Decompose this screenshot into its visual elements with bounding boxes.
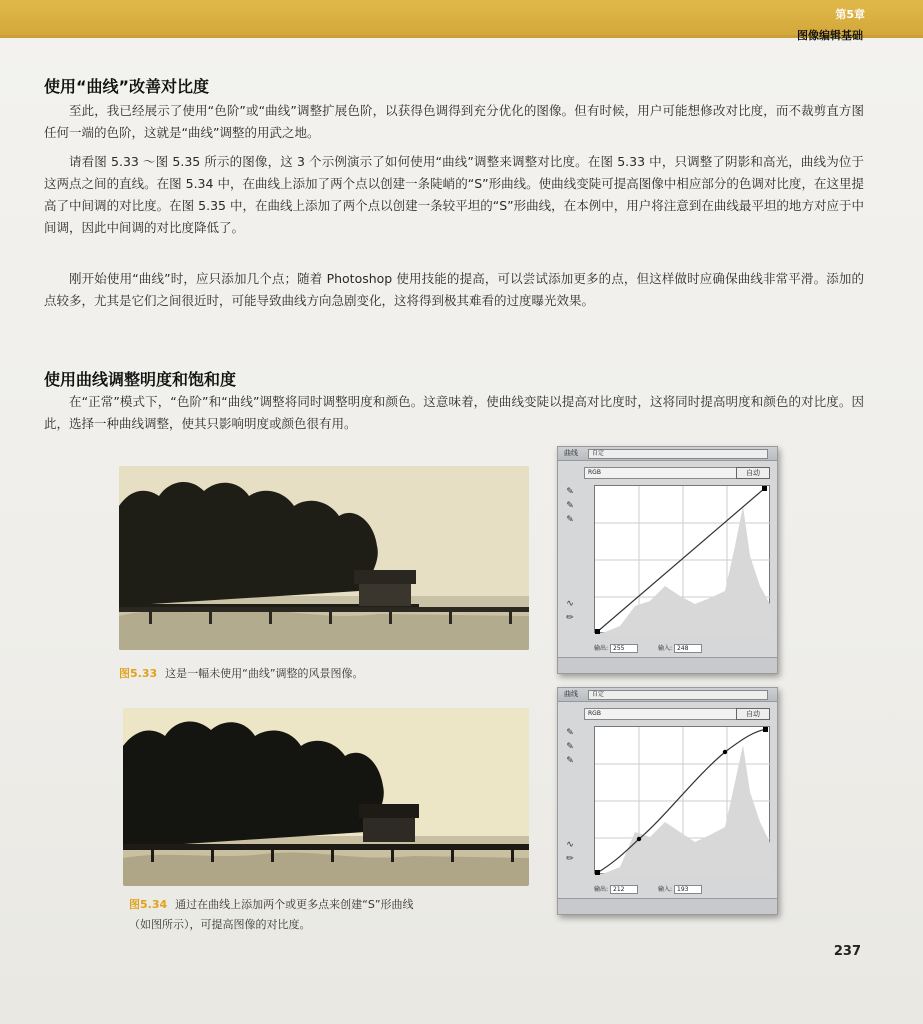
- preset-select[interactable]: 自定: [588, 449, 768, 459]
- panel-footer: [558, 657, 777, 673]
- curves-panel-1: [557, 446, 778, 674]
- chapter-title: 图像编辑基础: [797, 29, 863, 42]
- section-title-contrast: 使用“曲线”改善对比度: [44, 77, 210, 96]
- pencil-icon[interactable]: ✏: [566, 854, 574, 864]
- curve-tools: [562, 487, 578, 627]
- page-number: 237: [833, 944, 861, 959]
- panel-header: [558, 447, 777, 461]
- curve-pencil-icon[interactable]: ∿: [566, 599, 574, 609]
- output-value[interactable]: 255: [610, 644, 638, 653]
- chapter-header-band: [0, 0, 923, 38]
- panel-header: [558, 688, 777, 702]
- figure-caption-text-2: （如图所示），可提高图像的对比度。: [129, 918, 311, 931]
- output-field: 输出: 212: [594, 884, 638, 894]
- figure-caption-534: [129, 895, 549, 935]
- paragraph-2: 请看图 5.33 ～图 5.35 所示的图像，这 3 个示例演示了如何使用“曲线”调整来调整对比度。在图 5.33 中，只调整了阴影和高光，曲线为位于这两点之间的直线。在图 5.34 中，在曲线上添加了两个点以创建一条陡峭的“S”形曲线。使曲线变陡可提高图像中相应部分的色调对比度，在这里提高了中间调的对比度。在图 5.35 中，在曲线上添加了两个点以创建一条较平坦的“S”形曲线，在本例中，用户将注意到在曲线最平坦的地方对应于中间调，因此中间调的对比度降低了。: [44, 154, 864, 235]
- curve-tools: [562, 728, 578, 868]
- chapter-number: 第5章: [835, 8, 865, 21]
- panel-title: 曲线: [564, 690, 578, 698]
- curve-graph[interactable]: [594, 726, 770, 874]
- preset-select[interactable]: 自定: [588, 690, 768, 700]
- landscape-photo-1: [119, 466, 529, 650]
- input-value[interactable]: 248: [674, 644, 702, 653]
- figure-caption-text: 这是一幅未使用“曲线”调整的风景图像。: [165, 667, 364, 680]
- channel-select[interactable]: RGB: [584, 467, 770, 479]
- landscape-photo-2: [123, 708, 529, 886]
- section-title-lightness: 使用曲线调整明度和饱和度: [44, 370, 237, 389]
- output-field: 输出: 255: [594, 643, 638, 653]
- eyedropper-white-icon[interactable]: ✎: [566, 515, 574, 525]
- figure-label: 图5.33: [119, 667, 158, 680]
- figure-label: 图5.34: [129, 898, 168, 911]
- input-field: 输入: 193: [658, 884, 702, 894]
- eyedropper-black-icon[interactable]: ✎: [566, 487, 574, 497]
- curve-pencil-icon[interactable]: ∿: [566, 840, 574, 850]
- figure-caption-text-1: 通过在曲线上添加两个或更多点来创建“S”形曲线: [175, 898, 414, 911]
- paragraph-3: 刚开始使用“曲线”时，应只添加几个点；随着 Photoshop 使用技能的提高，可以尝试添加更多的点，但这样做时应确保曲线非常平滑。添加的点较多，尤其是它们之间很近时，可能导致曲线方向急剧变化，这将得到极其难看的过度曝光效果。: [44, 271, 864, 308]
- auto-button[interactable]: 自动: [736, 708, 770, 720]
- figure-caption-533: [119, 664, 364, 684]
- paragraph-1: 至此，我已经展示了使用“色阶”或“曲线”调整扩展色阶，以获得色调得到充分优化的图像。但有时候，用户可能想修改对比度，而不裁剪直方图任何一端的色阶，这就是“曲线”调整的用武之地。: [44, 103, 864, 140]
- eyedropper-gray-icon[interactable]: ✎: [566, 501, 574, 511]
- eyedropper-white-icon[interactable]: ✎: [566, 756, 574, 766]
- paragraph-4: 在“正常”模式下，“色阶”和“曲线”调整将同时调整明度和颜色。这意味着，使曲线变陡以提高对比度时，这将同时提高明度和颜色的对比度。因此，选择一种曲线调整，使其只影响明度或颜色很有用。: [44, 394, 864, 431]
- channel-select[interactable]: RGB: [584, 708, 770, 720]
- input-field: 输入: 248: [658, 643, 702, 653]
- pencil-icon[interactable]: ✏: [566, 613, 574, 623]
- input-value[interactable]: 193: [674, 885, 702, 894]
- eyedropper-black-icon[interactable]: ✎: [566, 728, 574, 738]
- panel-footer: [558, 898, 777, 914]
- curve-graph[interactable]: [594, 485, 770, 633]
- output-value[interactable]: 212: [610, 885, 638, 894]
- auto-button[interactable]: 自动: [736, 467, 770, 479]
- eyedropper-gray-icon[interactable]: ✎: [566, 742, 574, 752]
- curves-panel-2: [557, 687, 778, 915]
- panel-title: 曲线: [564, 449, 578, 457]
